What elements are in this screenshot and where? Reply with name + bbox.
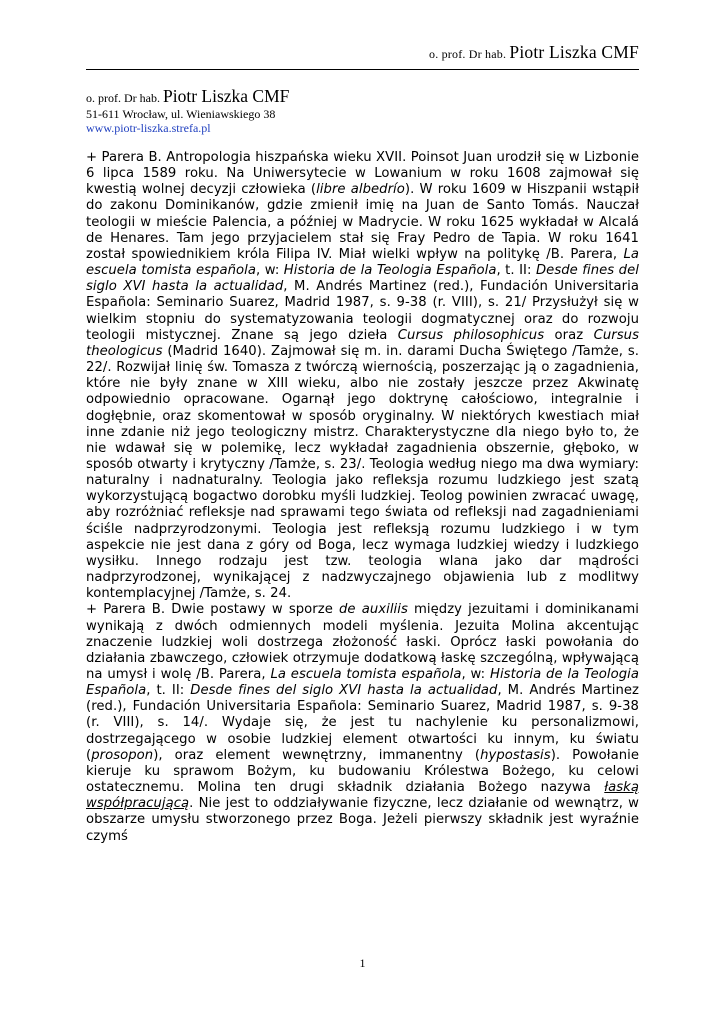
author-prefix: o. prof. Dr hab. [86,91,160,105]
author-name: Piotr Liszka CMF [162,86,290,106]
emphasis-text: Historia de la Teologia Española [283,263,497,279]
body-text [86,150,639,845]
author-block [86,87,289,135]
emphasis-text: hypostasis [480,747,551,763]
emphasis-text: La escuela tomista española [270,667,462,682]
paragraph-text: między jezuitami i dominikanami wynikają z dwóch odmiennych modeli myślenia. Jezuita Molina akcentując znaczenie ludzkiej woli dostrzega złożoność łaski. Oprócz łaski powołania do działania zbawczego, człowiek otrzymuje dodatkową łaskę szczególną, wpływającą na umysł i wolę /B. Parera, [86,602,639,682]
header-prefix: o. prof. Dr hab. [429,47,507,61]
paragraph-text: , w: [255,263,284,279]
emphasis-text: libre albedrío [316,182,405,198]
body-paragraph [86,602,639,844]
emphasis-text: prosopon [91,747,154,763]
author-address: 51-611 Wrocław, ul. Wieniawskiego 38 [86,107,276,121]
author-name-line [86,87,289,107]
emphasis-text: Cursus philosophicus [397,327,545,343]
page-number: 1 [359,956,366,970]
emphasis-text: de auxiliis [339,602,408,618]
paragraph-text: , w: [461,667,490,682]
paragraph-text: , M. Andrés Martinez (red.), Fundación Universitaria Española: Seminario Suarez, Madrid 1987, s. 9-38 (r. VIII), s. 21/ Przysłużył się w wielkim stopniu do systematyzowania teologii dogmatycznej oraz do rozwoju teologii mistycznej. Znane są jego dzieła [86,279,640,343]
author-website-link[interactable]: www.piotr-liszka.strefa.pl [86,121,211,135]
emphasis-underlined-text: łaską współpracującą [86,780,639,812]
paragraph-text: . Nie jest to oddziaływanie fizyczne, lecz działanie od wewnątrz, w obszarze umysłu stworzonego przez Boga. Jeżeli pierwszy składnik jest wyraźnie czymś [86,796,639,844]
paragraph-text: , t. II: [146,683,191,699]
emphasis-text: Historia de la Teologia Española [86,667,639,699]
paragraph-text: ), oraz element wewnętrzny, immanentny ( [153,747,481,763]
emphasis-text: Desde fines del siglo XVI hasta la actualidad [190,683,498,699]
paragraph-text: , M. Andrés Martinez (red.), Fundación Universitaria Española: Seminario Suarez, Madrid 1987, s. 9-38 (r. VIII), s. 14/. Wydaje się, że jest tu nachylenie ku personalizmowi, dostrzegającego w osobie ludzkiej element otwartości ku innym, ku światu ( [86,683,639,763]
header-author-name: Piotr Liszka CMF [509,42,639,62]
emphasis-text: Desde fines del siglo XVI hasta la actualidad [86,263,639,295]
paragraph-text: oraz [544,327,594,343]
paragraph-text: ). W roku 1609 w Hiszpanii wstąpił do zakonu Dominikanów, gdzie zmienił imię na Juan de Santo Tomás. Nauczał teologii w mieście Palencia, a później w Madrycie. W roku 1625 wykładał w Alcalá de Henares. Tam jego przyjacielem stał się Fray Pedro de Tapia. W roku 1641 został spowiednikiem króla Filipa IV. Miał wielki wpływ na politykę /B. Parera, [86,182,639,262]
paragraph-text: , t. II: [496,263,536,279]
body-paragraph [86,150,639,602]
paragraph-text: + Parera B. Antropologia hiszpańska wieku XVII. Poinsot Juan urodził się w Lizbonie 6 lipca 1589 roku. Na Uniwersytecie w Lowanium w roku 1608 zajmował się kwestią wolnej decyzji człowieka ( [86,150,639,198]
header-rule [86,69,639,70]
paragraph-text: ). Powołanie kieruje ku sprawom Bożym, ku budowaniu Królestwa Bożego, ku celowi ostatecznemu. Molina ten drugi składnik działania Bożego nazywa [86,747,639,796]
paragraph-text: + Parera B. Dwie postawy w sporze [86,602,340,618]
emphasis-text: La escuela tomista española [86,246,639,279]
running-header [429,42,639,63]
paragraph-text: (Madrid 1640). Zajmował się m. in. darami Ducha Świętego /Tamże, s. 22/. Rozwijał linię św. Tomasza z twórczą wiernością, poszerzając ją o zagadnienia, które nie były znane w XIII wieku, albo nie zostały jeszcze przez Akwinatę odpowiednio opracowane. Ogarnął jego doktrynę całościowo, integralnie i dogłębnie, oraz skomentował w sposób oryginalny. W niektórych kwestiach miał inne zdanie niż jego teologiczny mistrz. Charakterystyczne dla niego było to, że nie wdawał się w polemikę, lecz wykładał zagadnienia obszernie, głęboko, w sposób otwarty i krytyczny /Tamże, s. 23/. Teologia według niego ma dwa wymiary: naturalny i nadnaturalny. Teologia jako refleksja rozumu ludzkiego jest szatą wykorzystującą bogactwo dorobku myśli ludzkiej. Teolog powinien zwracać uwagę, aby rozróżniać refleksje nad sprawami tego świata od refleksji nad zagadnieniami ściśle nadprzyrodzonymi. Teologia jest refleksją rozumu ludzkiego i w tym aspekcie nie jest dana z góry od Boga, lecz wymaga ludzkiej wiedzy i ludzkiego wysiłku. Innego rodzaju jest tzw. teologia wlana jako dar mądrości nadprzyrodzonej, wynikającej z nadzwyczajnego objawienia lub z modlitwy kontemplacyjnej /Tamże, s. 24. [86,343,639,602]
emphasis-text: Cursus theologicus [86,327,640,359]
